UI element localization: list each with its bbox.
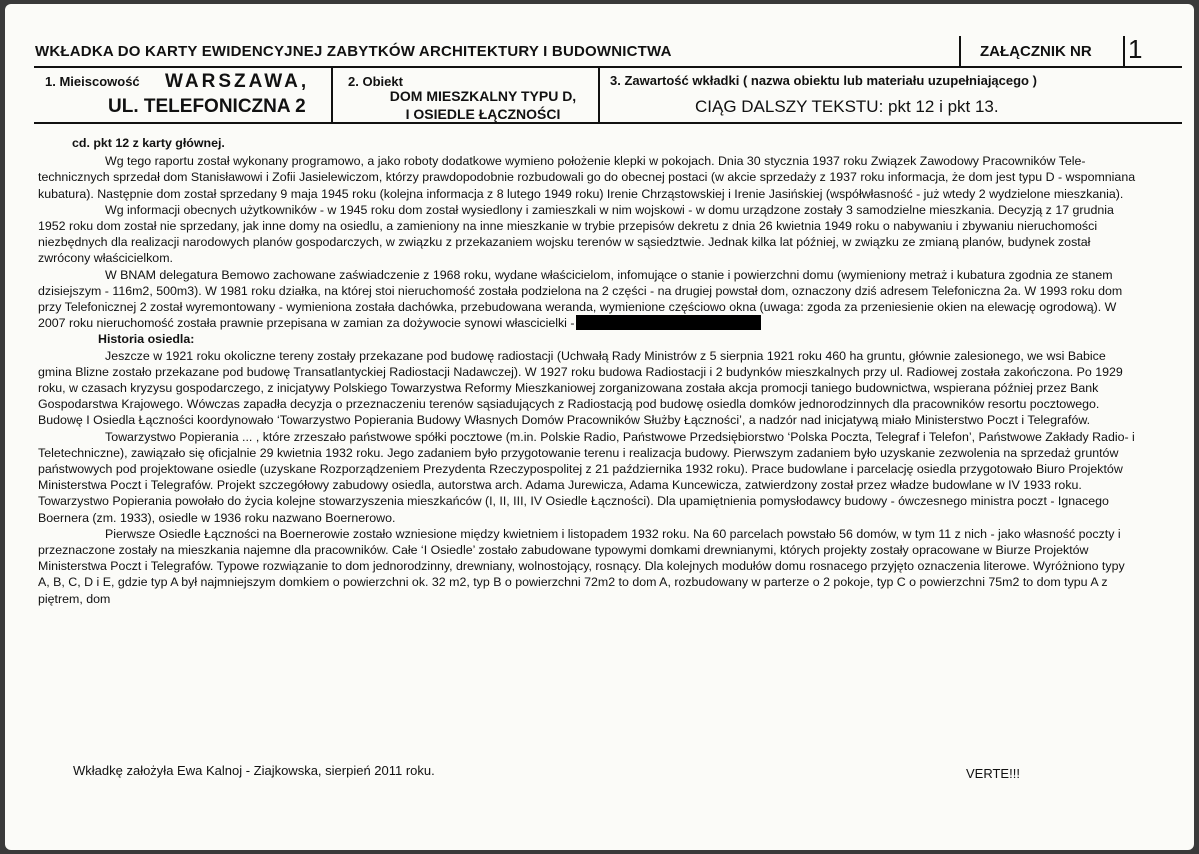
- redaction-bar: [576, 315, 761, 330]
- paragraph: Towarzystwo Popierania ... , które zrzeszało państwowe spółki pocztowe (m.in. Polskie Radio, Państwowe Przedsiębiorstwo ‘Polska Poczta, Telegraf i Telefon’, Państwowe Zakłady Radio- i Teletechniczne), zawiązało się oficjalnie 29 kwietnia 1932 roku. Jego zadaniem było przygotowanie terenu i realizacja budowy. Pierwszym zadaniem było uzyskanie zezwolenia na sprzedaż gruntów państwowych pod projektowane osiedle (uzyskane Rozporządzeniem Prezydenta Rzeczypospolitej z 21 października 1932 roku). Prace budowlane i parcelację osiedla przygotowało Biuro Projektów Ministerstwa Poczt i Telegrafów. Projekt szczegółowy zabudowy osiedla, autorstwa arch. Adama Jurewicza, Adama Kuncewicza, zatwierdzony został przez władze budowlane w IV 1933 roku. Towarzystwo Popierania powołało do życia kolejne stowarzyszenia mieszkańców (I, II, III, IV Osiedle Łączności). Dla upamiętnienia pomysłodawcy budowy - ówczesnego ministra poczt - Ignacego Boernera (zm. 1933), osiedle w 1936 roku nazwano Boernerowo.: [38, 429, 1135, 525]
- form-title: WKŁADKA DO KARTY EWIDENCYJNEJ ZABYTKÓW ARCHITEKTURY I BUDOWNICTWA: [35, 43, 672, 60]
- object-line: DOM MIESZKALNY TYPU D,: [389, 88, 577, 104]
- content-value: CIĄG DALSZY TEKSTU: pkt 12 i pkt 13.: [695, 97, 999, 116]
- paragraph-text: W BNAM delegatura Bemowo zachowane zaświadczenie z 1968 roku, wydane właścicielom, infomujące o stanie i powierzchni domu (wymieniony metraż i kubatura zgodnia ze stanem dzisiejszym - 116m2, 500m3). W 1981 roku działka, na której stoi nieruchomość została podzielona na 2 części - na drugiej powstał dom, oznaczony dziś adresem Telefoniczna 2a. W 1993 roku dom przy Telefonicznej 2 został wyremontowany - wymieniona została dachówka, przebudowana weranda, wymienione częściowo okna (uwaga: zgoda za przeniesienie okien na elewację ogrodową). W 2007 roku nieruchomość została prawnie przepisana w zamian za dożywocie synowi włascicielki -: [38, 267, 1123, 331]
- verte-note: VERTE!!!: [966, 766, 1020, 781]
- paragraph: [38, 267, 1138, 332]
- content-label: 3. Zawartość wkładki ( nazwa obiektu lub materiału uzupełniającego ): [610, 73, 1037, 88]
- continued-heading: cd. pkt 12 z karty głównej.: [72, 136, 225, 150]
- attachment-number: 1: [1128, 34, 1143, 64]
- object-value: [358, 87, 608, 123]
- body-text: [38, 135, 1138, 607]
- field-divider: [331, 68, 333, 124]
- header-rule: [34, 66, 1182, 68]
- record-card: [5, 4, 1194, 850]
- attachment-label: ZAŁĄCZNIK NR: [980, 43, 1092, 60]
- author-note: Wkładkę założyła Ewa Kalnoj - Ziajkowska, sierpień 2011 roku.: [73, 763, 435, 778]
- paragraph: Pierwsze Osiedle Łączności na Boernerowie zostało wzniesione między kwietniem i listopadem 1932 roku. Na 60 parcelach powstało 56 domów, w tym 11 z nich - jako własność poczty i przeznaczone zostały na mieszkania najemne dla pracowników. Całe ‘I Osiedle’ zostało zabudowane typowymi domkami drewnianymi, których projekty zostały opracowane w Biurze Projektów Ministerstwa Poczt i Telegrafów. Typowe rozwiązanie to dom jednorodzinny, drewniany, wolnostojący, rosnący. Dla kolejnych modułów domu rosnacego przyjęto oznaczenia literowe. Wyróżniono typy A, B, C, D i E, gdzie typ A był najmniejszym domkiem o powierzchni ok. 32 m2, typ B o powierzchni 72m2 to dom A, rozbudowany w parterze o 2 pokoje, typ C o powierzchni 75m2 to dom typu A z piętrem, dom: [38, 526, 1125, 606]
- locality-label: 1. Mieiscowość: [45, 74, 140, 89]
- field-rule: [34, 122, 1182, 124]
- card-header: [35, 34, 1174, 70]
- paragraph: Jeszcze w 1921 roku okoliczne tereny zostały przekazane pod budowę radiostacji (Uchwałą Rady Ministrów z 5 sierpnia 1921 roku 460 ha gruntu, głównie zalesionego, we wsi Babice gmina Blizne zostało przekazane pod budowę Transatlantyckiej Radiostacji Nadawczej). W 1927 roku budowa Radiostacji i 2 budynków mieszkalnych przy ul. Radiowej została zakończona. Po 1929 roku, w czasach kryzysu gospodarczego, z inicjatywy Polskiego Towarzystwa Reformy Mieszkaniowej zorganizowana została akcja promocji taniego budownictwa, wspierana później przez Bank Gospodarstwa Krajowego. Wówczas zapadła decyzja o przeznaczeniu terenów sąsiadujących z Radiostacją pod budowę osiedla domków jednorodzinnych dla pracowników resortu pocztowego. Budowę I Osiedla Łączności koordynowało ‘Towarzystwo Popierania Budowy Własnych Domów Pracowników Służby Łączności’, a nadzór nad inicjatywą miało Ministerstwo Poczt i Telegrafów.: [38, 348, 1123, 428]
- paragraph: Wg tego raportu został wykonany programowo, a jako roboty dodatkowe wymieno położenie klepki w pokojach. Dnia 30 stycznia 1937 roku Związek Zawodowy Pracowników Tele-technicznych sprzedał dom Stanisławowi i Zofii Jasielewiczom, którzy prawdopodobnie rozbudowali go do obecnej postaci (w akcie sprzedaży z 1937 roku informacja, że dom jest typu D - wspomniana kubatura). Następnie dom został sprzedany 9 maja 1945 roku (kolejna informacja z 8 lutego 1949 roku) Irenie Chrząstowskiej i Irenie Jasińskiej (współwłasność - już wtedy 2 wydzielone mieszkania).: [38, 154, 1136, 201]
- header-divider: [959, 36, 961, 68]
- section-heading: Historia osiedla:: [98, 332, 195, 347]
- header-divider: [1123, 36, 1125, 68]
- city-value: WARSZAWA,: [165, 71, 310, 92]
- paragraph: Wg informacji obecnych użytkowników - w 1945 roku dom został wysiedlony i zamieszkali w nim wojskowi - w domu urządzone zostały 3 samodzielne mieszkania. Decyzją z 17 grudnia 1952 roku dom został nie sprzedany, jak inne domy na osiedlu, a zamieniony na inne mieszkanie w trybie przepisów dekretu z dnia 26 kwietnia 1949 roku o nabywaniu i zbywaniu nieruchomości niezbędnych dla realizacji narodowych planów gospodarczych, w związku z przekazaniem wojsku terenów w sąsiedztwie. Jednak kilka lat później, w związku ze zmianą planów, budynek został zwrócony właścicielkom.: [38, 202, 1114, 266]
- object-label: 2. Obiekt: [348, 74, 403, 89]
- object-line: I OSIEDLE ŁĄCZNOŚCI: [405, 106, 561, 122]
- street-value: UL. TELEFONICZNA 2: [108, 96, 306, 117]
